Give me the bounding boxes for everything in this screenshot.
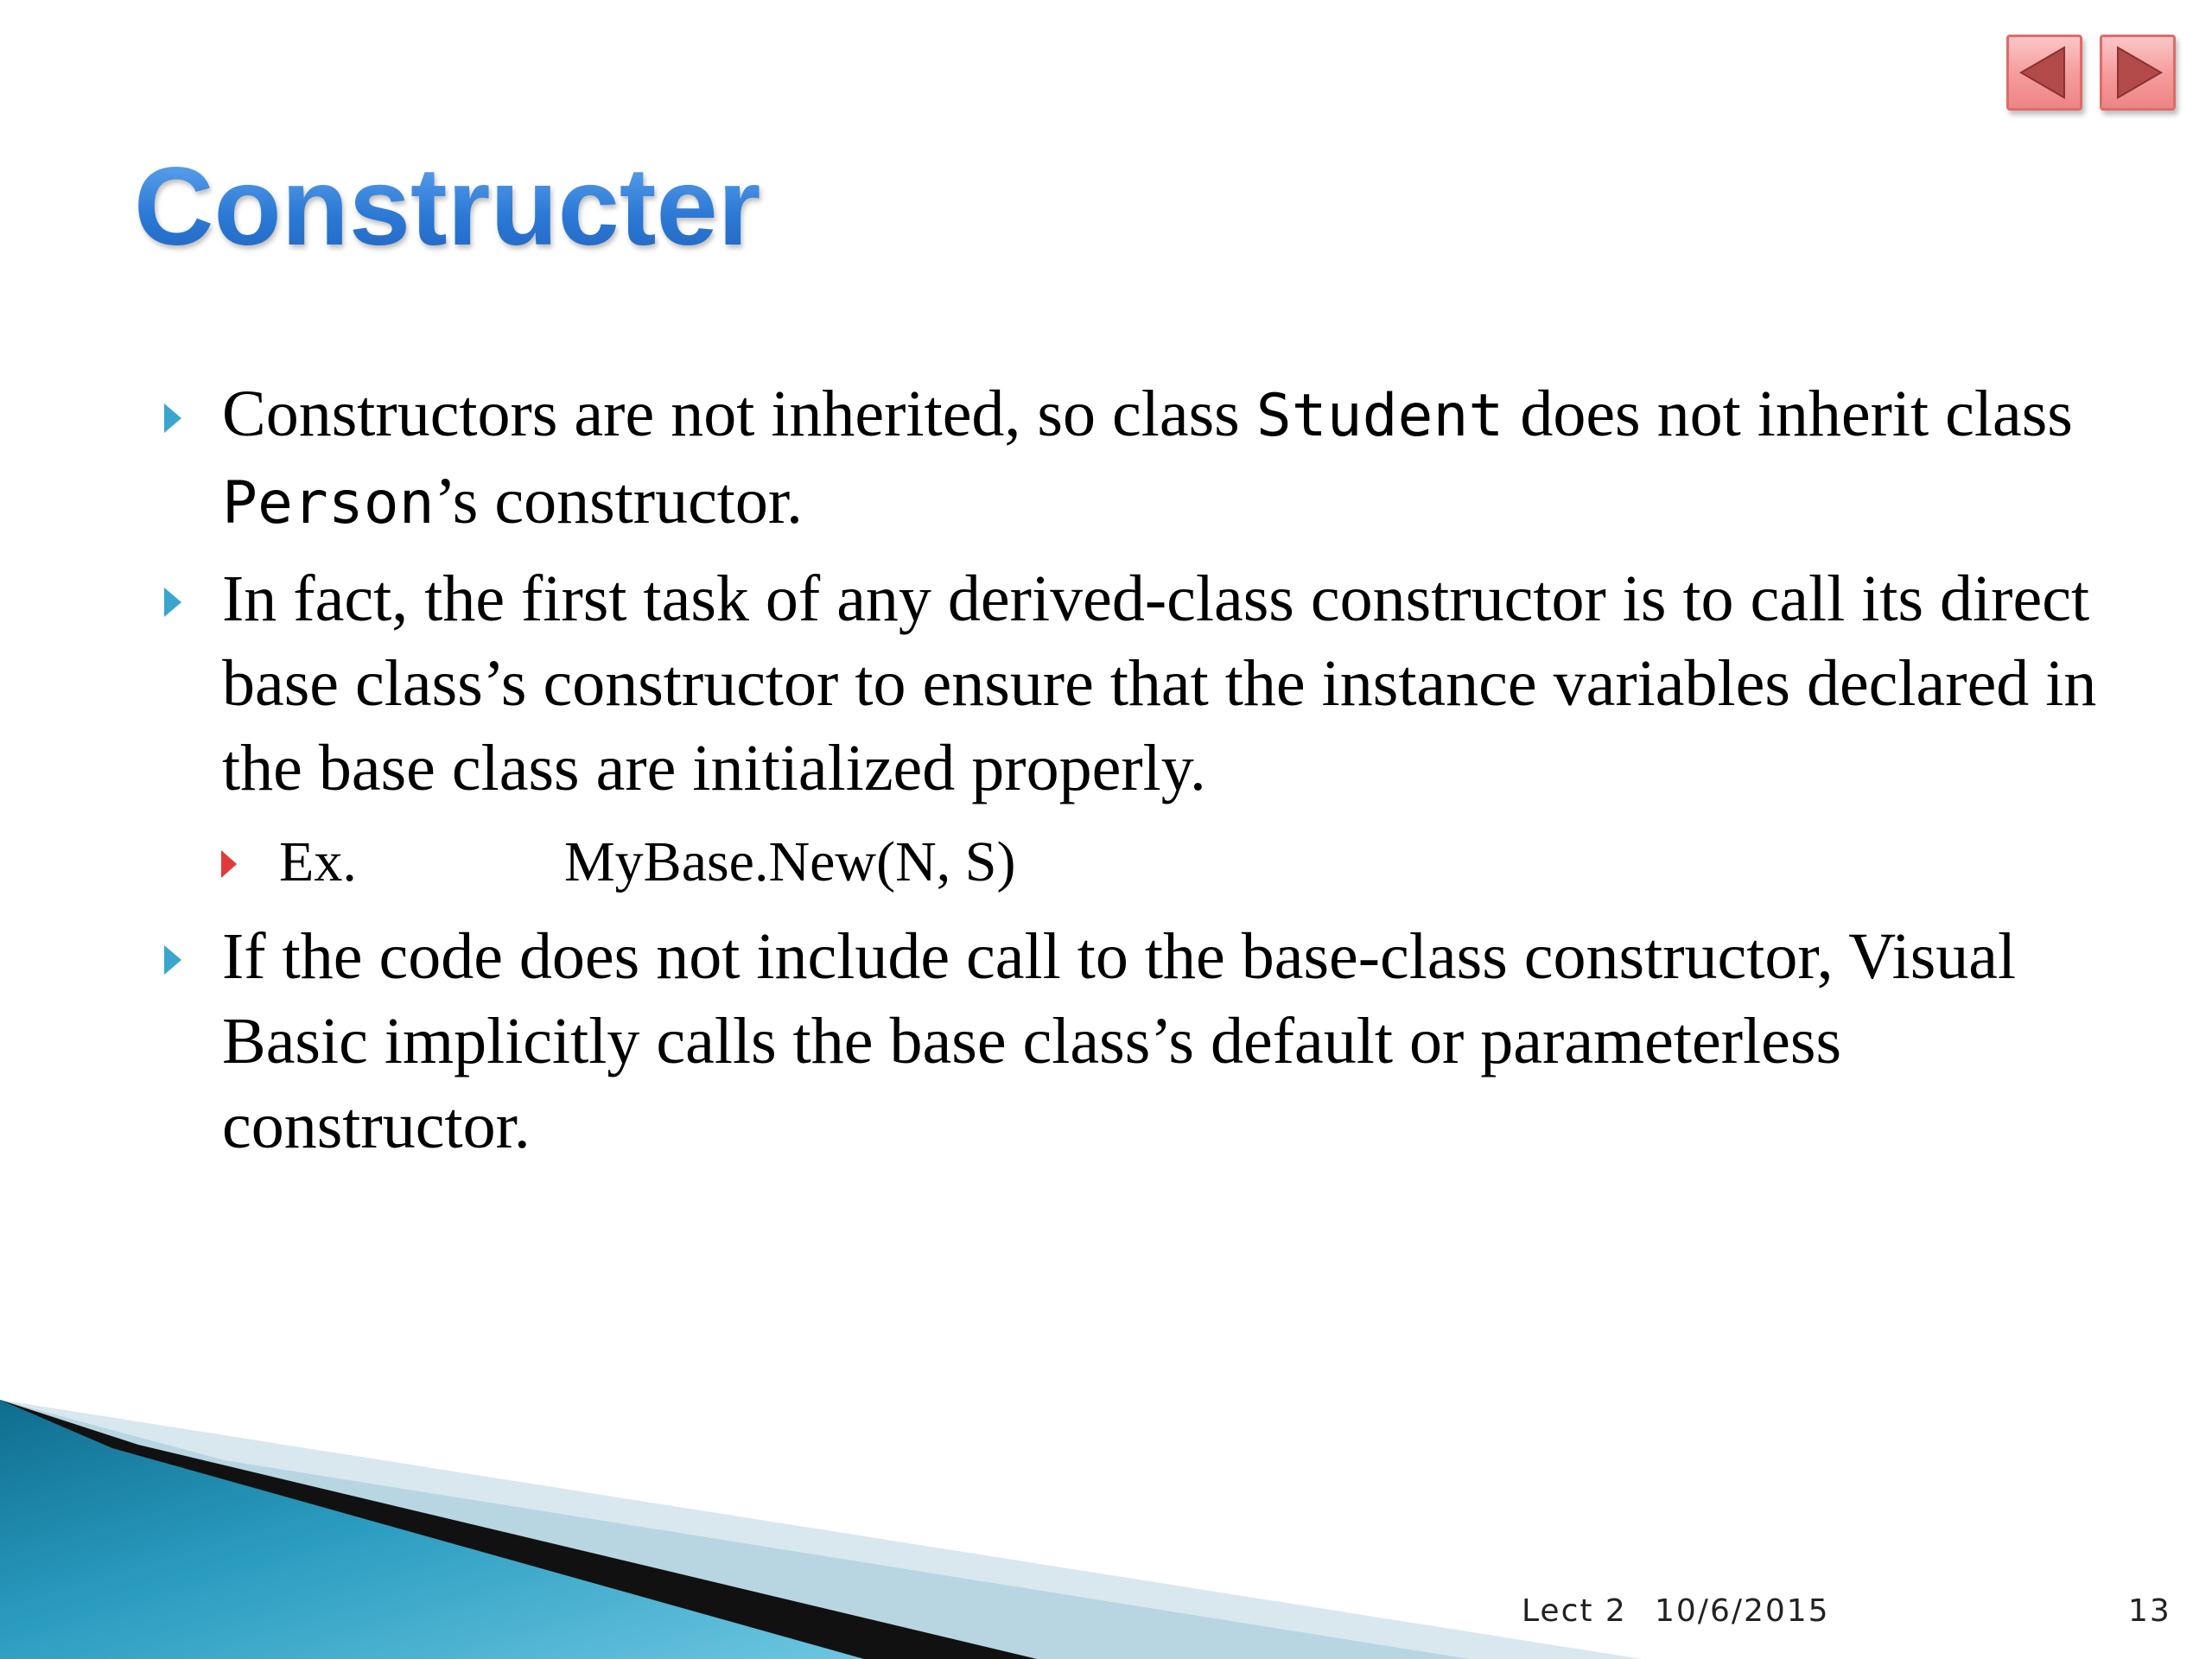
slide-number: 13 bbox=[2128, 1593, 2171, 1629]
footer-date: 10/6/2015 bbox=[1655, 1593, 1830, 1629]
slide-title: Constructer bbox=[134, 138, 760, 276]
triangle-right-icon bbox=[2102, 37, 2173, 108]
bullet-item-2: In fact, the first task of any derived-class constructor is to call its direct base class’s constructor to ensure that the instance variables declared in the base class are initialized properly. bbox=[222, 563, 2097, 804]
previous-slide-button[interactable] bbox=[2006, 35, 2082, 111]
decorative-swoosh bbox=[0, 1365, 1642, 1659]
sub-bullet-marker-icon bbox=[221, 850, 237, 878]
next-slide-button[interactable] bbox=[2100, 35, 2176, 111]
bullet-marker-icon bbox=[164, 588, 181, 617]
bullet-marker-icon bbox=[164, 945, 181, 975]
bullet-item-3: If the code does not include call to the base-class constructor, Visual Basic implicitly calls the base class’s default or parameterless constructor. bbox=[222, 920, 2017, 1162]
sub-bullet-example bbox=[279, 825, 2007, 899]
triangle-left-icon bbox=[2009, 37, 2080, 108]
example-code: MyBase.New(N, S) bbox=[564, 830, 1016, 893]
footer-lecture: Lect 2 bbox=[1522, 1593, 1627, 1629]
example-label: Ex. bbox=[279, 830, 357, 893]
bullet-1-text-c: ’s constructor. bbox=[434, 465, 804, 537]
bullet-marker-icon bbox=[164, 404, 181, 433]
code-person: Person bbox=[222, 469, 435, 537]
bullet-item-1 bbox=[222, 372, 2106, 546]
code-student: Student bbox=[1255, 382, 1504, 450]
bullet-1-text-b: does not inherit class bbox=[1503, 378, 2073, 450]
bullet-1-text-a: Constructors are not inherited, so class bbox=[222, 378, 1256, 450]
